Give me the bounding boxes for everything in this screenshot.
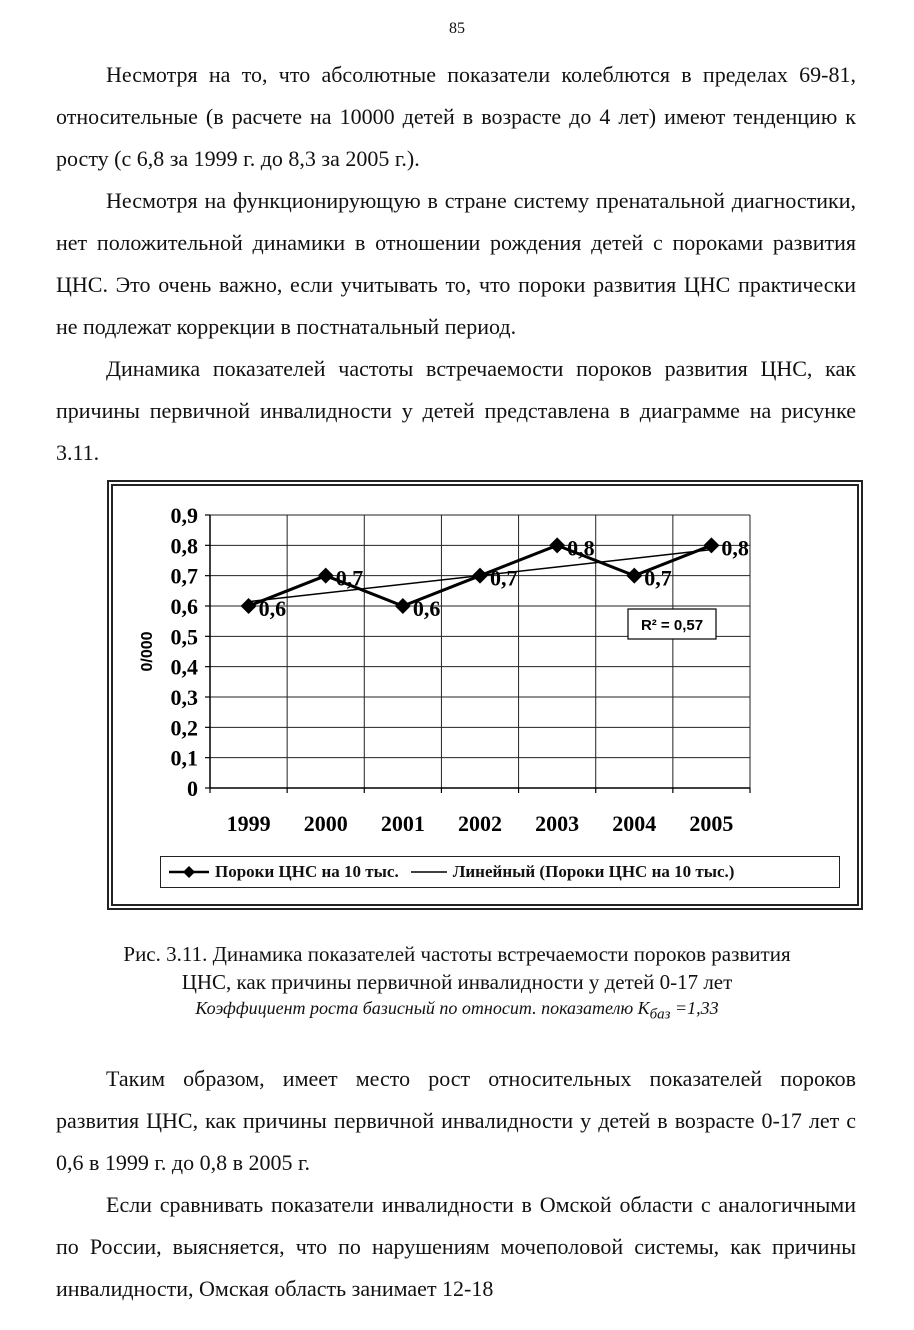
paragraph-3-text: Динамика показателей частоты встречаемости пороков развития ЦНС, как причины первичной инвалидности у детей представлена в диаграмме на рисунке 3.11. [56,356,856,465]
x-category-label: 2005 [689,811,734,836]
legend-trendline-swatch [409,865,449,879]
legend-series-label: Пороки ЦНС на 10 тыс. [215,862,399,881]
chart-legend [160,856,840,888]
x-category-label: 2000 [303,811,348,836]
y-tick-label: 0,6 [170,594,198,619]
page-number: 85 [449,20,465,37]
legend-trendline-label: Линейный (Пороки ЦНС на 10 тыс.) [452,862,735,881]
y-tick-label: 0 [187,776,198,801]
paragraph-1-text: Несмотря на то, что абсолютные показатели колеблются в пределах 69-81, относительные (в расчете на 10000 детей в возрасте до 4 лет) имеют тенденцию к росту (с 6,8 за 1999 г. до 8,3 за 2005 г.). [56,62,856,171]
coefficient-text: Коэффициент роста базисный по относит. показателю К [195,998,650,1018]
data-label: 0,6 [412,596,441,621]
x-category-label: 1999 [226,811,271,836]
paragraph-2-text: Несмотря на функционирующую в стране систему пренатальной диагностики, нет положительной динамики в отношении рождения детей с пороками развития ЦНС. Это очень важно, если учитывать то, что пороки развития ЦНС практически не подлежат коррекции в постнатальный период. [56,188,856,339]
x-category-label: 2003 [535,811,580,836]
data-label: 0,8 [567,535,595,561]
y-tick-label: 0,4 [170,654,198,680]
data-label: 0,8 [721,535,749,561]
paragraph-4-text: Таким образом, имеет место рост относительных показателей пороков развития ЦНС, как причины первичной инвалидности у детей в возрасте 0-17 лет с 0,6 в 1999 г. до 0,8 в 2005 г. [56,1066,856,1175]
y-tick-label: 0,8 [170,533,198,559]
x-category-label: 2002 [458,811,502,836]
y-tick-label: 0,2 [170,715,198,741]
data-point-marker [318,568,334,584]
data-point-marker [626,568,642,584]
figure-caption-line-2: ЦНС, как причины первичной инвалидности у детей 0-17 лет [181,970,733,994]
y-tick-label: 0,3 [170,685,198,710]
data-label: 0,7 [335,565,364,591]
r-squared-label: R² = 0,57 [640,617,704,634]
figure-caption-line-1: Рис. 3.11. Динамика показателей частоты встречаемости пороков развития [123,942,791,966]
coefficient-subscript: баз [649,1006,671,1023]
data-label: 0,6 [258,596,287,621]
coefficient-value: =1,33 [670,998,719,1018]
data-point-marker [395,598,411,614]
y-tick-label: 0,7 [170,563,198,589]
paragraph-5 [56,1184,856,1316]
figure-caption-coefficient [0,996,914,1027]
paragraph-4 [56,1058,856,1184]
data-label: 0,7 [644,565,672,591]
data-point-marker [549,537,565,553]
x-category-label: 2004 [612,811,657,836]
legend-series-swatch [167,865,211,879]
y-tick-label: 0,1 [170,745,198,771]
y-tick-label: 0,5 [170,624,198,650]
data-label: 0,7 [490,565,518,591]
y-tick-label: 0,9 [170,503,198,528]
y-axis-label: 0/000 [139,631,156,672]
paragraph-5-text: Если сравнивать показатели инвалидности в Омской области с аналогичными по России, выясняется, что по нарушениям мочеполовой системы, как причины инвалидности, Омская область занимает 12-18 [56,1192,856,1301]
x-category-label: 2001 [380,811,425,836]
data-point-marker [472,568,488,584]
